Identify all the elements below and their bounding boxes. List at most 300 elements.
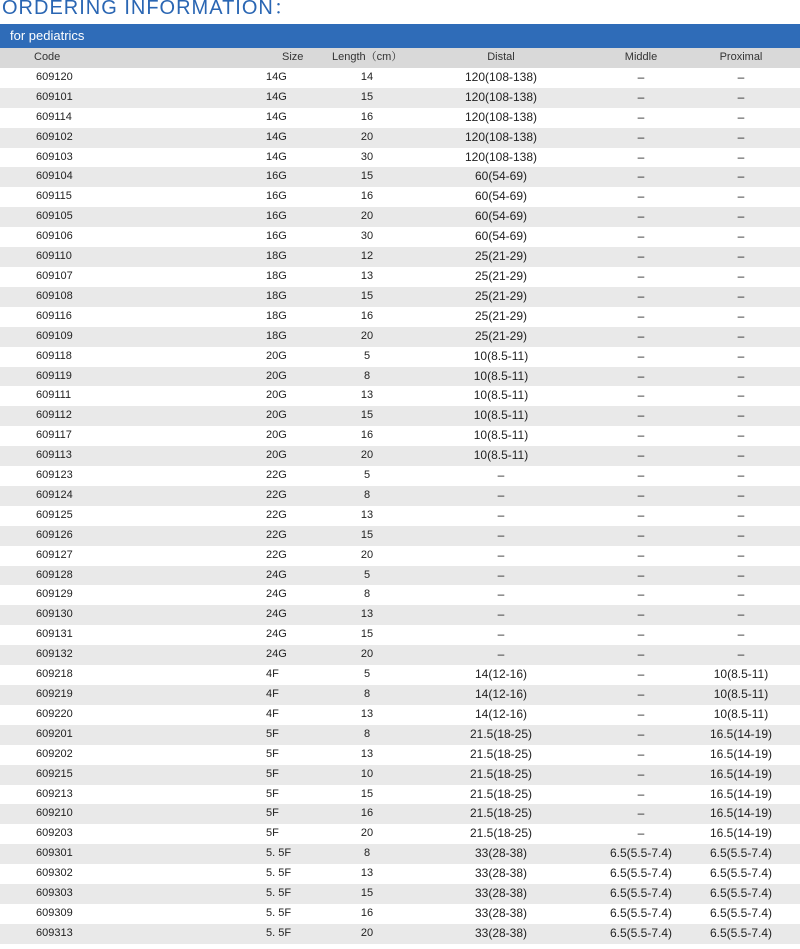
cell-middle: – [637, 69, 645, 84]
cell-proximal: 10(8.5-11) [713, 667, 769, 682]
cell-distal: 25(21-29) [474, 288, 528, 303]
table-row [0, 287, 800, 307]
cell-size: 24G [266, 648, 287, 661]
cell-length: 12 [360, 250, 374, 263]
cell-size: 16G [266, 170, 287, 183]
cell-code: 609124 [36, 488, 73, 501]
cell-code: 609301 [36, 847, 73, 860]
cell-proximal: – [737, 408, 745, 423]
cell-size: 5F [266, 807, 279, 820]
cell-proximal: – [737, 647, 745, 662]
cell-code: 609203 [36, 827, 73, 840]
cell-code: 609113 [36, 449, 72, 462]
cell-length: 13 [360, 707, 374, 720]
column-header-size: Size [282, 51, 304, 63]
cell-code: 609109 [36, 329, 73, 342]
cell-distal: 120(108-138) [464, 69, 538, 84]
cell-code: 609127 [36, 548, 73, 561]
table-row [0, 725, 800, 745]
cell-size: 18G [266, 269, 287, 282]
cell-code: 609120 [36, 70, 73, 83]
cell-length: 13 [360, 608, 374, 621]
cell-code: 609213 [36, 787, 73, 800]
cell-middle: 6.5(5.5-7.4) [609, 866, 673, 881]
cell-size: 22G [266, 528, 287, 541]
cell-size: 22G [266, 508, 287, 521]
cell-length: 30 [360, 230, 374, 243]
cell-distal: 10(8.5-11) [473, 428, 529, 443]
cell-code: 609116 [36, 309, 72, 322]
cell-code: 609108 [36, 289, 73, 302]
cell-size: 18G [266, 329, 287, 342]
cell-code: 609219 [36, 688, 73, 700]
cell-middle: – [637, 487, 645, 502]
cell-size: 20G [266, 369, 287, 382]
cell-length: 30 [360, 150, 374, 163]
cell-length: 5 [363, 349, 371, 362]
cell-distal: 10(8.5-11) [473, 388, 529, 403]
cell-code: 609210 [36, 807, 73, 820]
cell-code: 609119 [36, 369, 72, 382]
cell-length: 15 [360, 787, 374, 800]
cell-middle: – [637, 687, 645, 701]
cell-code: 609110 [36, 250, 72, 263]
cell-middle: – [637, 149, 645, 164]
cell-middle: – [637, 408, 645, 423]
cell-size: 14G [266, 130, 287, 143]
table-row [0, 765, 800, 785]
cell-size: 5F [266, 747, 279, 760]
page-title: ORDERING INFORMATION： [2, 0, 295, 19]
table-row [0, 148, 800, 168]
cell-code: 609201 [36, 727, 73, 740]
table-row [0, 426, 800, 446]
cell-length: 5 [363, 568, 371, 581]
cell-size: 18G [266, 309, 287, 322]
cell-length: 20 [360, 548, 374, 561]
cell-distal: – [497, 468, 505, 483]
cell-proximal: – [737, 448, 745, 463]
cell-proximal: – [737, 209, 745, 224]
cell-length: 15 [360, 887, 374, 900]
cell-distal: 14(12-16) [474, 667, 528, 682]
table-row [0, 685, 800, 705]
cell-middle: – [637, 229, 645, 244]
cell-middle: 6.5(5.5-7.4) [609, 905, 673, 920]
cell-middle: – [637, 468, 645, 483]
cell-size: 4F [266, 707, 279, 720]
cell-proximal: – [737, 547, 745, 562]
cell-code: 609115 [36, 190, 72, 203]
cell-size: 24G [266, 608, 287, 621]
cell-middle: – [637, 726, 645, 741]
cell-proximal: – [737, 308, 745, 323]
cell-middle: 6.5(5.5-7.4) [609, 925, 673, 940]
cell-distal: 21.5(18-25) [469, 826, 533, 841]
cell-distal: 25(21-29) [474, 308, 528, 323]
cell-length: 13 [360, 508, 374, 521]
table-row [0, 466, 800, 486]
cell-proximal: – [737, 527, 745, 542]
cell-size: 14G [266, 150, 287, 163]
cell-proximal: – [737, 468, 745, 483]
cell-proximal: – [737, 109, 745, 124]
table-row [0, 386, 800, 406]
cell-size: 18G [266, 250, 287, 263]
cell-size: 5. 5F [266, 887, 292, 900]
cell-length: 10 [360, 767, 374, 780]
table-row [0, 167, 800, 187]
table-row [0, 785, 800, 805]
cell-code: 609107 [36, 269, 73, 282]
cell-proximal: 10(8.5-11) [713, 706, 769, 721]
table-row [0, 745, 800, 765]
cell-distal: 120(108-138) [464, 129, 538, 144]
cell-distal: 60(54-69) [474, 209, 528, 224]
cell-size: 5. 5F [266, 867, 292, 880]
cell-code: 609132 [36, 648, 73, 661]
cell-distal: 21.5(18-25) [469, 766, 533, 781]
cell-middle: – [637, 288, 645, 303]
cell-distal: – [497, 587, 505, 602]
column-header-code: Code [34, 51, 61, 63]
table-header-row [0, 48, 800, 68]
table-row [0, 904, 800, 924]
cell-proximal: – [737, 229, 745, 244]
cell-middle: 6.5(5.5-7.4) [609, 886, 673, 901]
cell-size: 14G [266, 110, 287, 123]
cell-code: 609102 [36, 130, 73, 143]
cell-middle: – [637, 448, 645, 463]
cell-proximal: 6.5(5.5-7.4) [709, 846, 773, 861]
table-row [0, 207, 800, 227]
cell-size: 24G [266, 588, 287, 601]
cell-distal: 10(8.5-11) [473, 348, 529, 363]
table-row [0, 367, 800, 387]
cell-length: 8 [363, 688, 371, 700]
cell-size: 5F [266, 727, 279, 740]
cell-middle: – [637, 806, 645, 821]
cell-proximal: – [737, 607, 745, 622]
cell-proximal: – [737, 249, 745, 264]
cell-middle: – [637, 209, 645, 224]
cell-size: 22G [266, 548, 287, 561]
cell-code: 609129 [36, 588, 73, 601]
cell-distal: 25(21-29) [474, 249, 528, 264]
column-header-middle: Middle [624, 51, 658, 63]
cell-length: 13 [360, 867, 374, 880]
cell-length: 13 [360, 747, 374, 760]
cell-proximal: – [737, 388, 745, 403]
cell-code: 609105 [36, 210, 73, 223]
table-row [0, 824, 800, 844]
table-row [0, 864, 800, 884]
cell-size: 5F [266, 827, 279, 840]
cell-proximal: – [737, 368, 745, 383]
table-row [0, 307, 800, 327]
table-row [0, 625, 800, 645]
cell-distal: 33(28-38) [474, 886, 528, 901]
cell-length: 14 [360, 70, 374, 83]
cell-size: 5. 5F [266, 926, 292, 939]
cell-length: 8 [363, 588, 371, 601]
cell-length: 16 [360, 906, 374, 919]
cell-length: 20 [360, 926, 374, 939]
cell-middle: – [637, 308, 645, 323]
cell-length: 15 [360, 90, 374, 103]
cell-size: 16G [266, 230, 287, 243]
cell-code: 609103 [36, 150, 73, 163]
cell-length: 8 [363, 369, 371, 382]
cell-distal: 25(21-29) [474, 268, 528, 283]
table-row [0, 566, 800, 586]
cell-length: 15 [360, 170, 374, 183]
table-row [0, 924, 800, 944]
cell-size: 22G [266, 469, 287, 482]
cell-distal: – [497, 647, 505, 662]
cell-code: 609218 [36, 668, 73, 681]
cell-length: 15 [360, 628, 374, 641]
cell-distal: 33(28-38) [474, 905, 528, 920]
cell-middle: – [637, 328, 645, 343]
cell-size: 4F [266, 688, 279, 700]
cell-length: 13 [360, 269, 374, 282]
table-row [0, 526, 800, 546]
cell-middle: – [637, 786, 645, 801]
cell-distal: 10(8.5-11) [473, 368, 529, 383]
cell-distal: – [497, 487, 505, 502]
cell-proximal: – [737, 189, 745, 204]
table-row [0, 88, 800, 108]
cell-middle: – [637, 169, 645, 184]
cell-code: 609309 [36, 906, 73, 919]
cell-middle: – [637, 189, 645, 204]
cell-code: 609313 [36, 926, 73, 939]
cell-distal: 33(28-38) [474, 866, 528, 881]
cell-length: 8 [363, 488, 371, 501]
table-row [0, 187, 800, 207]
cell-size: 18G [266, 289, 287, 302]
cell-proximal: – [737, 169, 745, 184]
cell-length: 16 [360, 309, 374, 322]
cell-proximal: 16.5(14-19) [709, 766, 773, 781]
cell-code: 609202 [36, 747, 73, 760]
cell-size: 5. 5F [266, 906, 292, 919]
cell-middle: – [637, 428, 645, 443]
cell-proximal: 6.5(5.5-7.4) [709, 925, 773, 940]
cell-distal: 10(8.5-11) [473, 448, 529, 463]
cell-proximal: – [737, 129, 745, 144]
cell-distal: 21.5(18-25) [469, 806, 533, 821]
cell-middle: – [637, 627, 645, 642]
column-header-length: Length（cm） [332, 51, 402, 63]
cell-size: 14G [266, 70, 287, 83]
table-row [0, 406, 800, 426]
cell-size: 14G [266, 90, 287, 103]
cell-code: 609303 [36, 887, 73, 900]
cell-code: 609128 [36, 568, 73, 581]
cell-middle: – [637, 109, 645, 124]
cell-size: 24G [266, 628, 287, 641]
cell-distal: 21.5(18-25) [469, 786, 533, 801]
ordering-table [0, 48, 800, 944]
cell-distal: 120(108-138) [464, 89, 538, 104]
cell-distal: – [497, 567, 505, 582]
table-row [0, 108, 800, 128]
cell-middle: – [637, 388, 645, 403]
cell-proximal: 6.5(5.5-7.4) [709, 905, 773, 920]
cell-proximal: 16.5(14-19) [709, 826, 773, 841]
cell-proximal: – [737, 69, 745, 84]
cell-proximal: 16.5(14-19) [709, 726, 773, 741]
cell-length: 20 [360, 329, 374, 342]
cell-distal: – [497, 607, 505, 622]
table-row [0, 705, 800, 725]
table-row [0, 267, 800, 287]
cell-size: 20G [266, 449, 287, 462]
cell-middle: – [637, 567, 645, 582]
cell-size: 22G [266, 488, 287, 501]
cell-proximal: – [737, 507, 745, 522]
cell-middle: – [637, 129, 645, 144]
cell-code: 609126 [36, 528, 73, 541]
table-row [0, 68, 800, 88]
table-row [0, 227, 800, 247]
table-row [0, 605, 800, 625]
table-row [0, 884, 800, 904]
cell-distal: 14(12-16) [474, 706, 528, 721]
cell-distal: 120(108-138) [464, 109, 538, 124]
cell-length: 16 [360, 807, 374, 820]
cell-size: 5F [266, 787, 279, 800]
cell-size: 5. 5F [266, 847, 292, 860]
cell-proximal: – [737, 627, 745, 642]
cell-middle: – [637, 547, 645, 562]
cell-code: 609302 [36, 867, 73, 880]
cell-middle: – [637, 89, 645, 104]
cell-code: 609123 [36, 469, 73, 482]
cell-code: 609112 [36, 409, 72, 422]
cell-code: 609131 [36, 628, 73, 641]
cell-code: 609118 [36, 349, 72, 362]
cell-proximal: 10(8.5-11) [713, 687, 769, 701]
cell-distal: 33(28-38) [474, 925, 528, 940]
cell-middle: – [637, 647, 645, 662]
cell-proximal: – [737, 288, 745, 303]
cell-length: 20 [360, 449, 374, 462]
cell-length: 13 [360, 389, 374, 402]
cell-length: 15 [360, 528, 374, 541]
cell-distal: 33(28-38) [474, 846, 528, 861]
table-row [0, 506, 800, 526]
cell-size: 16G [266, 210, 287, 223]
cell-code: 609101 [36, 90, 73, 103]
table-row [0, 327, 800, 347]
table-row [0, 128, 800, 148]
cell-length: 16 [360, 190, 374, 203]
cell-proximal: – [737, 567, 745, 582]
cell-proximal: – [737, 89, 745, 104]
cell-length: 15 [360, 289, 374, 302]
table-row [0, 585, 800, 605]
cell-proximal: – [737, 268, 745, 283]
cell-distal: 10(8.5-11) [473, 408, 529, 423]
cell-distal: – [497, 507, 505, 522]
cell-proximal: – [737, 587, 745, 602]
cell-code: 609215 [36, 767, 73, 780]
table-row [0, 546, 800, 566]
column-header-proximal: Proximal [719, 51, 763, 63]
cell-size: 4F [266, 668, 279, 681]
cell-length: 8 [363, 727, 371, 740]
cell-proximal: – [737, 328, 745, 343]
cell-distal: 60(54-69) [474, 189, 528, 204]
cell-distal: 14(12-16) [474, 687, 528, 701]
cell-proximal: – [737, 149, 745, 164]
cell-size: 20G [266, 429, 287, 442]
cell-distal: 21.5(18-25) [469, 726, 533, 741]
cell-code: 609106 [36, 230, 73, 243]
cell-code: 609125 [36, 508, 73, 521]
cell-middle: – [637, 766, 645, 781]
cell-proximal: – [737, 348, 745, 363]
cell-length: 8 [363, 847, 371, 860]
cell-length: 5 [363, 668, 371, 681]
cell-middle: – [637, 249, 645, 264]
cell-distal: – [497, 547, 505, 562]
cell-middle: – [637, 507, 645, 522]
cell-size: 5F [266, 767, 279, 780]
cell-length: 20 [360, 827, 374, 840]
section-label: for pediatrics [10, 28, 85, 43]
cell-middle: – [637, 607, 645, 622]
cell-middle: – [637, 368, 645, 383]
cell-distal: 25(21-29) [474, 328, 528, 343]
cell-length: 16 [360, 110, 374, 123]
cell-middle: – [637, 706, 645, 721]
table-row [0, 645, 800, 665]
cell-code: 609130 [36, 608, 73, 621]
cell-distal: 60(54-69) [474, 229, 528, 244]
cell-middle: – [637, 348, 645, 363]
cell-middle: – [637, 268, 645, 283]
cell-middle: 6.5(5.5-7.4) [609, 846, 673, 861]
cell-proximal: 6.5(5.5-7.4) [709, 866, 773, 881]
cell-length: 20 [360, 648, 374, 661]
cell-middle: – [637, 746, 645, 761]
cell-length: 20 [360, 130, 374, 143]
cell-size: 24G [266, 568, 287, 581]
cell-size: 16G [266, 190, 287, 203]
cell-proximal: 16.5(14-19) [709, 746, 773, 761]
cell-middle: – [637, 587, 645, 602]
cell-length: 15 [360, 409, 374, 422]
cell-size: 20G [266, 409, 287, 422]
table-row [0, 247, 800, 267]
cell-middle: – [637, 527, 645, 542]
cell-distal: 21.5(18-25) [469, 746, 533, 761]
cell-proximal: 16.5(14-19) [709, 786, 773, 801]
table-row [0, 486, 800, 506]
cell-distal: 120(108-138) [464, 149, 538, 164]
cell-size: 20G [266, 349, 287, 362]
cell-code: 609111 [36, 389, 72, 402]
cell-code: 609220 [36, 707, 73, 720]
cell-middle: – [637, 667, 645, 682]
table-row [0, 804, 800, 824]
cell-code: 609117 [36, 429, 72, 442]
cell-length: 20 [360, 210, 374, 223]
